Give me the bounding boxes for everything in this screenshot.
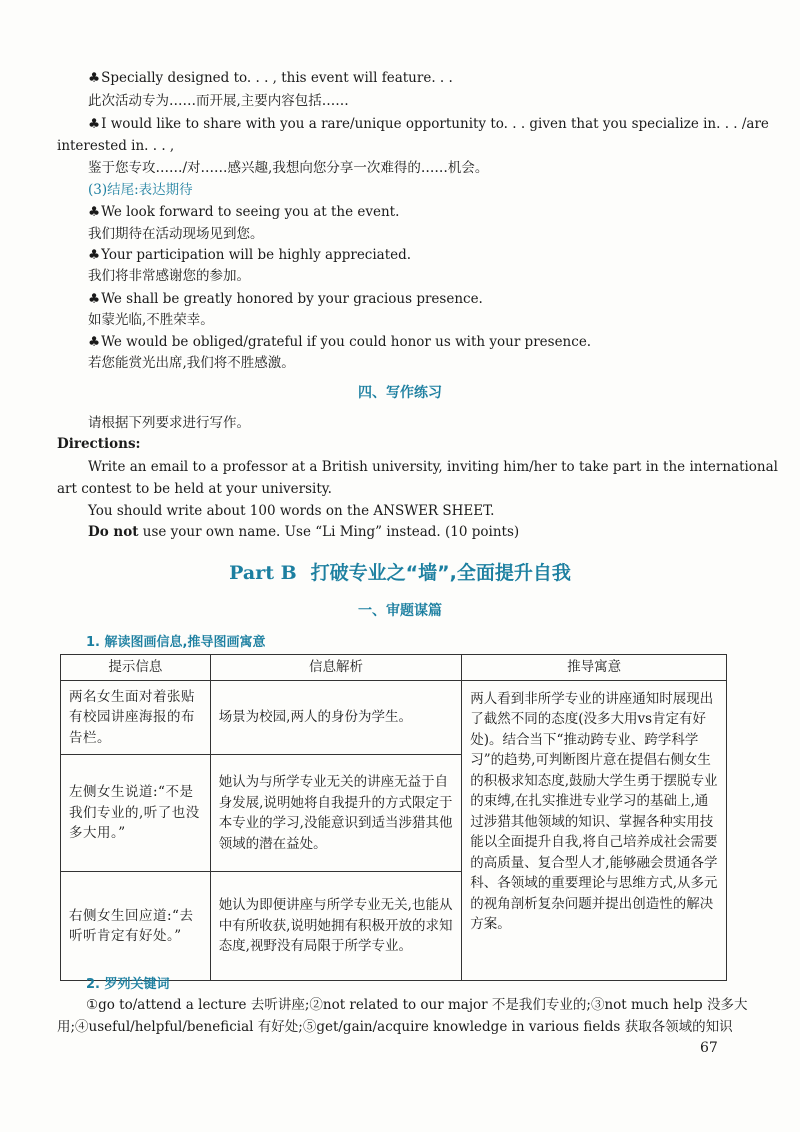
- subsection-heading: (3)结尾:表达期待: [88, 182, 193, 198]
- directions-word-count: You should write about 100 words on the ANSWER SHEET.: [88, 503, 495, 519]
- analysis-cell: 场景为校园,两人的身份为学生。: [210, 680, 462, 755]
- cue-cell: 右侧女生回应道:“去听听肯定有好处。”: [61, 872, 211, 981]
- analysis-table: [60, 654, 727, 981]
- table-header: 推导寓意: [462, 655, 727, 681]
- club-bullet-icon: ♣: [88, 70, 101, 86]
- subheading-keywords: 2. 罗列关键词: [86, 977, 170, 992]
- page-number: 67: [700, 1040, 718, 1056]
- phrase-translation: 鉴于您专攻……/对……感兴趣,我想向您分享一次难得的……机会。: [88, 160, 489, 176]
- phrase-line-cont: interested in. . . ,: [57, 138, 175, 154]
- practice-intro: 请根据下列要求进行写作。: [88, 415, 250, 431]
- directions-text-cont: art contest to be held at your university.: [57, 481, 332, 497]
- phrase-translation: 我们将非常感谢您的参加。: [88, 268, 250, 284]
- table-row: [61, 680, 727, 755]
- section-heading-analysis: 一、审题谋篇: [358, 603, 442, 619]
- keywords-line-cont: 用;④useful/helpful/beneficial 有好处;⑤get/gain/acquire knowledge in various fields 获取各领域的知识: [57, 1019, 733, 1035]
- cue-cell: 左侧女生说道:“不是我们专业的,听了也没多大用。”: [61, 755, 211, 872]
- section-heading-practice: 四、写作练习: [358, 385, 442, 401]
- club-bullet-icon: ♣: [88, 204, 101, 220]
- table-header: 信息解析: [210, 655, 462, 681]
- table-header-row: [61, 655, 727, 681]
- phrase-line: ♣We would be obliged/grateful if you could honor us with your presence.: [88, 334, 592, 350]
- club-bullet-icon: ♣: [88, 247, 101, 263]
- phrase-line: ♣We shall be greatly honored by your gracious presence.: [88, 291, 483, 307]
- subheading-interpret: 1. 解读图画信息,推导图画寓意: [86, 635, 266, 650]
- directions-name-note: Do not use your own name. Use “Li Ming” instead. (10 points): [88, 524, 520, 540]
- analysis-cell: 她认为与所学专业无关的讲座无益于自身发展,说明她将自我提升的方式限定于本专业的学习,没能意识到适当涉猎其他领域的潜在益处。: [210, 755, 462, 872]
- meaning-cell: 两人看到非所学专业的讲座通知时展现出了截然不同的态度(没多大用vs肯定有好处)。结合当下“推动跨专业、跨学科学习”的趋势,可判断图片意在提倡右侧女生的积极求知态度,鼓励大学生勇于摆脱专业的束缚,在扎实推进专业学习的基础上,通过涉猎其他领域的知识、掌握各种实用技能以全面提升自我,将自己培养成社会需要的高质量、复合型人才,能够融会贯通各学科、各领域的重要理论与思维方式,从多元的视角剖析复杂问题并提出创造性的解决方案。: [462, 680, 727, 981]
- phrase-translation: 此次活动专为……而开展,主要内容包括……: [88, 93, 349, 109]
- phrase-line: ♣Your participation will be highly appreciated.: [88, 247, 412, 263]
- phrase-line: ♣We look forward to seeing you at the event.: [88, 204, 400, 220]
- club-bullet-icon: ♣: [88, 291, 101, 307]
- part-b-title: Part B 打破专业之“墙”,全面提升自我: [229, 562, 571, 584]
- table-header: 提示信息: [61, 655, 211, 681]
- phrase-translation: 我们期待在活动现场见到您。: [88, 226, 264, 242]
- directions-label: Directions:: [57, 436, 141, 452]
- phrase-translation: 若您能赏光出席,我们将不胜感激。: [88, 355, 295, 371]
- phrase-translation: 如蒙光临,不胜荣幸。: [88, 312, 214, 328]
- directions-text: Write an email to a professor at a British university, inviting him/her to take part in the international: [88, 459, 778, 475]
- cue-cell: 两名女生面对着张贴有校园讲座海报的布告栏。: [61, 680, 211, 755]
- club-bullet-icon: ♣: [88, 334, 101, 350]
- analysis-cell: 她认为即便讲座与所学专业无关,也能从中有所收获,说明她拥有积极开放的求知态度,视野没有局限于所学专业。: [210, 872, 462, 981]
- club-bullet-icon: ♣: [88, 116, 101, 132]
- keywords-line: ①go to/attend a lecture 去听讲座;②not related to our major 不是我们专业的;③not much help 没多大: [86, 997, 748, 1013]
- phrase-line: ♣I would like to share with you a rare/unique opportunity to. . . given that you specialize in. . . /are: [88, 116, 769, 132]
- phrase-line: ♣Specially designed to. . . , this event will feature. . .: [88, 70, 453, 86]
